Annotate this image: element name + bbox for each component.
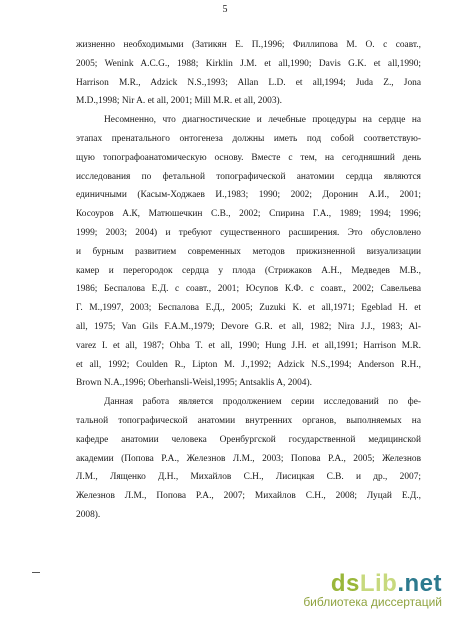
text-line: Brown N.A.,1996; Oberhansli-Weisl,1995; Antsaklis A, 2004).: [76, 378, 312, 389]
text-line: Железнов Л.М., Попова Р.А., 2007; Михайлов С.Н., 2008; Луцай Е.Д.,: [76, 491, 421, 502]
text-line: 2005; Wenink A.C.G., 1988; Kirklin J.M. et all,1990; Davis G.K. et all,1990;: [76, 58, 421, 69]
text-line: all, 1975; Van Gils F.A.M.,1979; Devore G.R. et all, 1982; Nira J.J., 1983; Al-: [76, 321, 421, 332]
text-line: 1999; 2003; 2004) и требуют существенного расширения. Это обусловлено: [76, 227, 421, 238]
text-line: щую топографоанатомическую основу. Вместе с тем, на сегодняшний день: [76, 152, 421, 163]
text-line: Л.М., Лященко Д.Н., Михайлов С.Н., Лисицкая С.В. и др., 2007;: [76, 472, 421, 483]
logo-ds: ds: [330, 570, 360, 597]
logo-net: .net: [397, 570, 442, 597]
text-line: кафедре анатомии человека Оренбургской государственной медицинской: [76, 434, 421, 445]
text-line: M.D.,1998; Nir A. et all, 2001; Mill M.R. et all, 2003).: [76, 96, 282, 107]
text-line: Harrison M.R., Adzick N.S.,1993; Allan L.D. et all,1994; Juda Z., Jona: [76, 77, 421, 88]
paragraph-3: [76, 393, 421, 525]
text-line: жизненно необходимыми (Затикян Е. П.,1996; Филлипова М. О. с соавт.,: [76, 40, 421, 50]
text-line: академии (Попова Р.А., Железнов Л.М., 2003; Попова Р.А., 2005; Железнов: [76, 453, 421, 464]
footnote-separator: [32, 572, 40, 573]
dslib-tagline: библиотека диссертаций: [303, 595, 442, 609]
text-line: исследования по фетальной топографической анатомии сердца являются: [76, 171, 421, 182]
dslib-watermark[interactable]: [272, 570, 442, 610]
text-line: Косоуров А.К, Матюшечкин С.В., 2002; Спирина Г.А., 1989; 1994; 1996;: [76, 209, 421, 220]
page-number: 5: [222, 4, 228, 15]
text-line: Данная работа является продолжением серии исследований по фе-: [104, 397, 421, 408]
text-line: единичными (Касым-Ходжаев И.,1983; 1990; 2002; Доронин А.И., 2001;: [76, 190, 421, 201]
dslib-logo: [331, 570, 442, 598]
text-line: тальной топографической анатомии внутренних органов, выполняемых на: [76, 415, 421, 426]
paragraph-1: [76, 36, 421, 111]
text-line: 1986; Беспалова Е.Д. с соавт., 2001; Юсупов К.Ф. с соавт., 2002; Савельева: [76, 284, 421, 295]
text-line: 2008).: [76, 509, 101, 520]
paragraph-2: [76, 111, 421, 393]
text-line: камер и перегородок сердца у плода (Стрижаков А.Н., Медведев М.В.,: [76, 265, 421, 276]
logo-lib: Lib: [359, 570, 398, 597]
text-line: et all, 1992; Coulden R., Lipton M. J.,1992; Adzick N.S.,1994; Anderson R.H.,: [76, 359, 421, 370]
text-line: этапах пренатального онтогенеза должны иметь под собой соответствую-: [76, 133, 421, 144]
text-line: Г. М.,1997, 2003; Беспалова Е.Д., 2005; Zuzuki K. et all,1971; Egeblad H. et: [76, 303, 421, 314]
document-body: [76, 36, 421, 525]
text-line: Несомненно, что диагностические и лечебные процедуры на сердце на: [104, 115, 421, 126]
text-line: и бурным развитием современных методов прижизненной визуализации: [76, 246, 421, 257]
text-line: varez I. et all, 1987; Ohba T. et all, 1990; Hung J.H. et all,1991; Harrison M.R.: [76, 340, 421, 351]
